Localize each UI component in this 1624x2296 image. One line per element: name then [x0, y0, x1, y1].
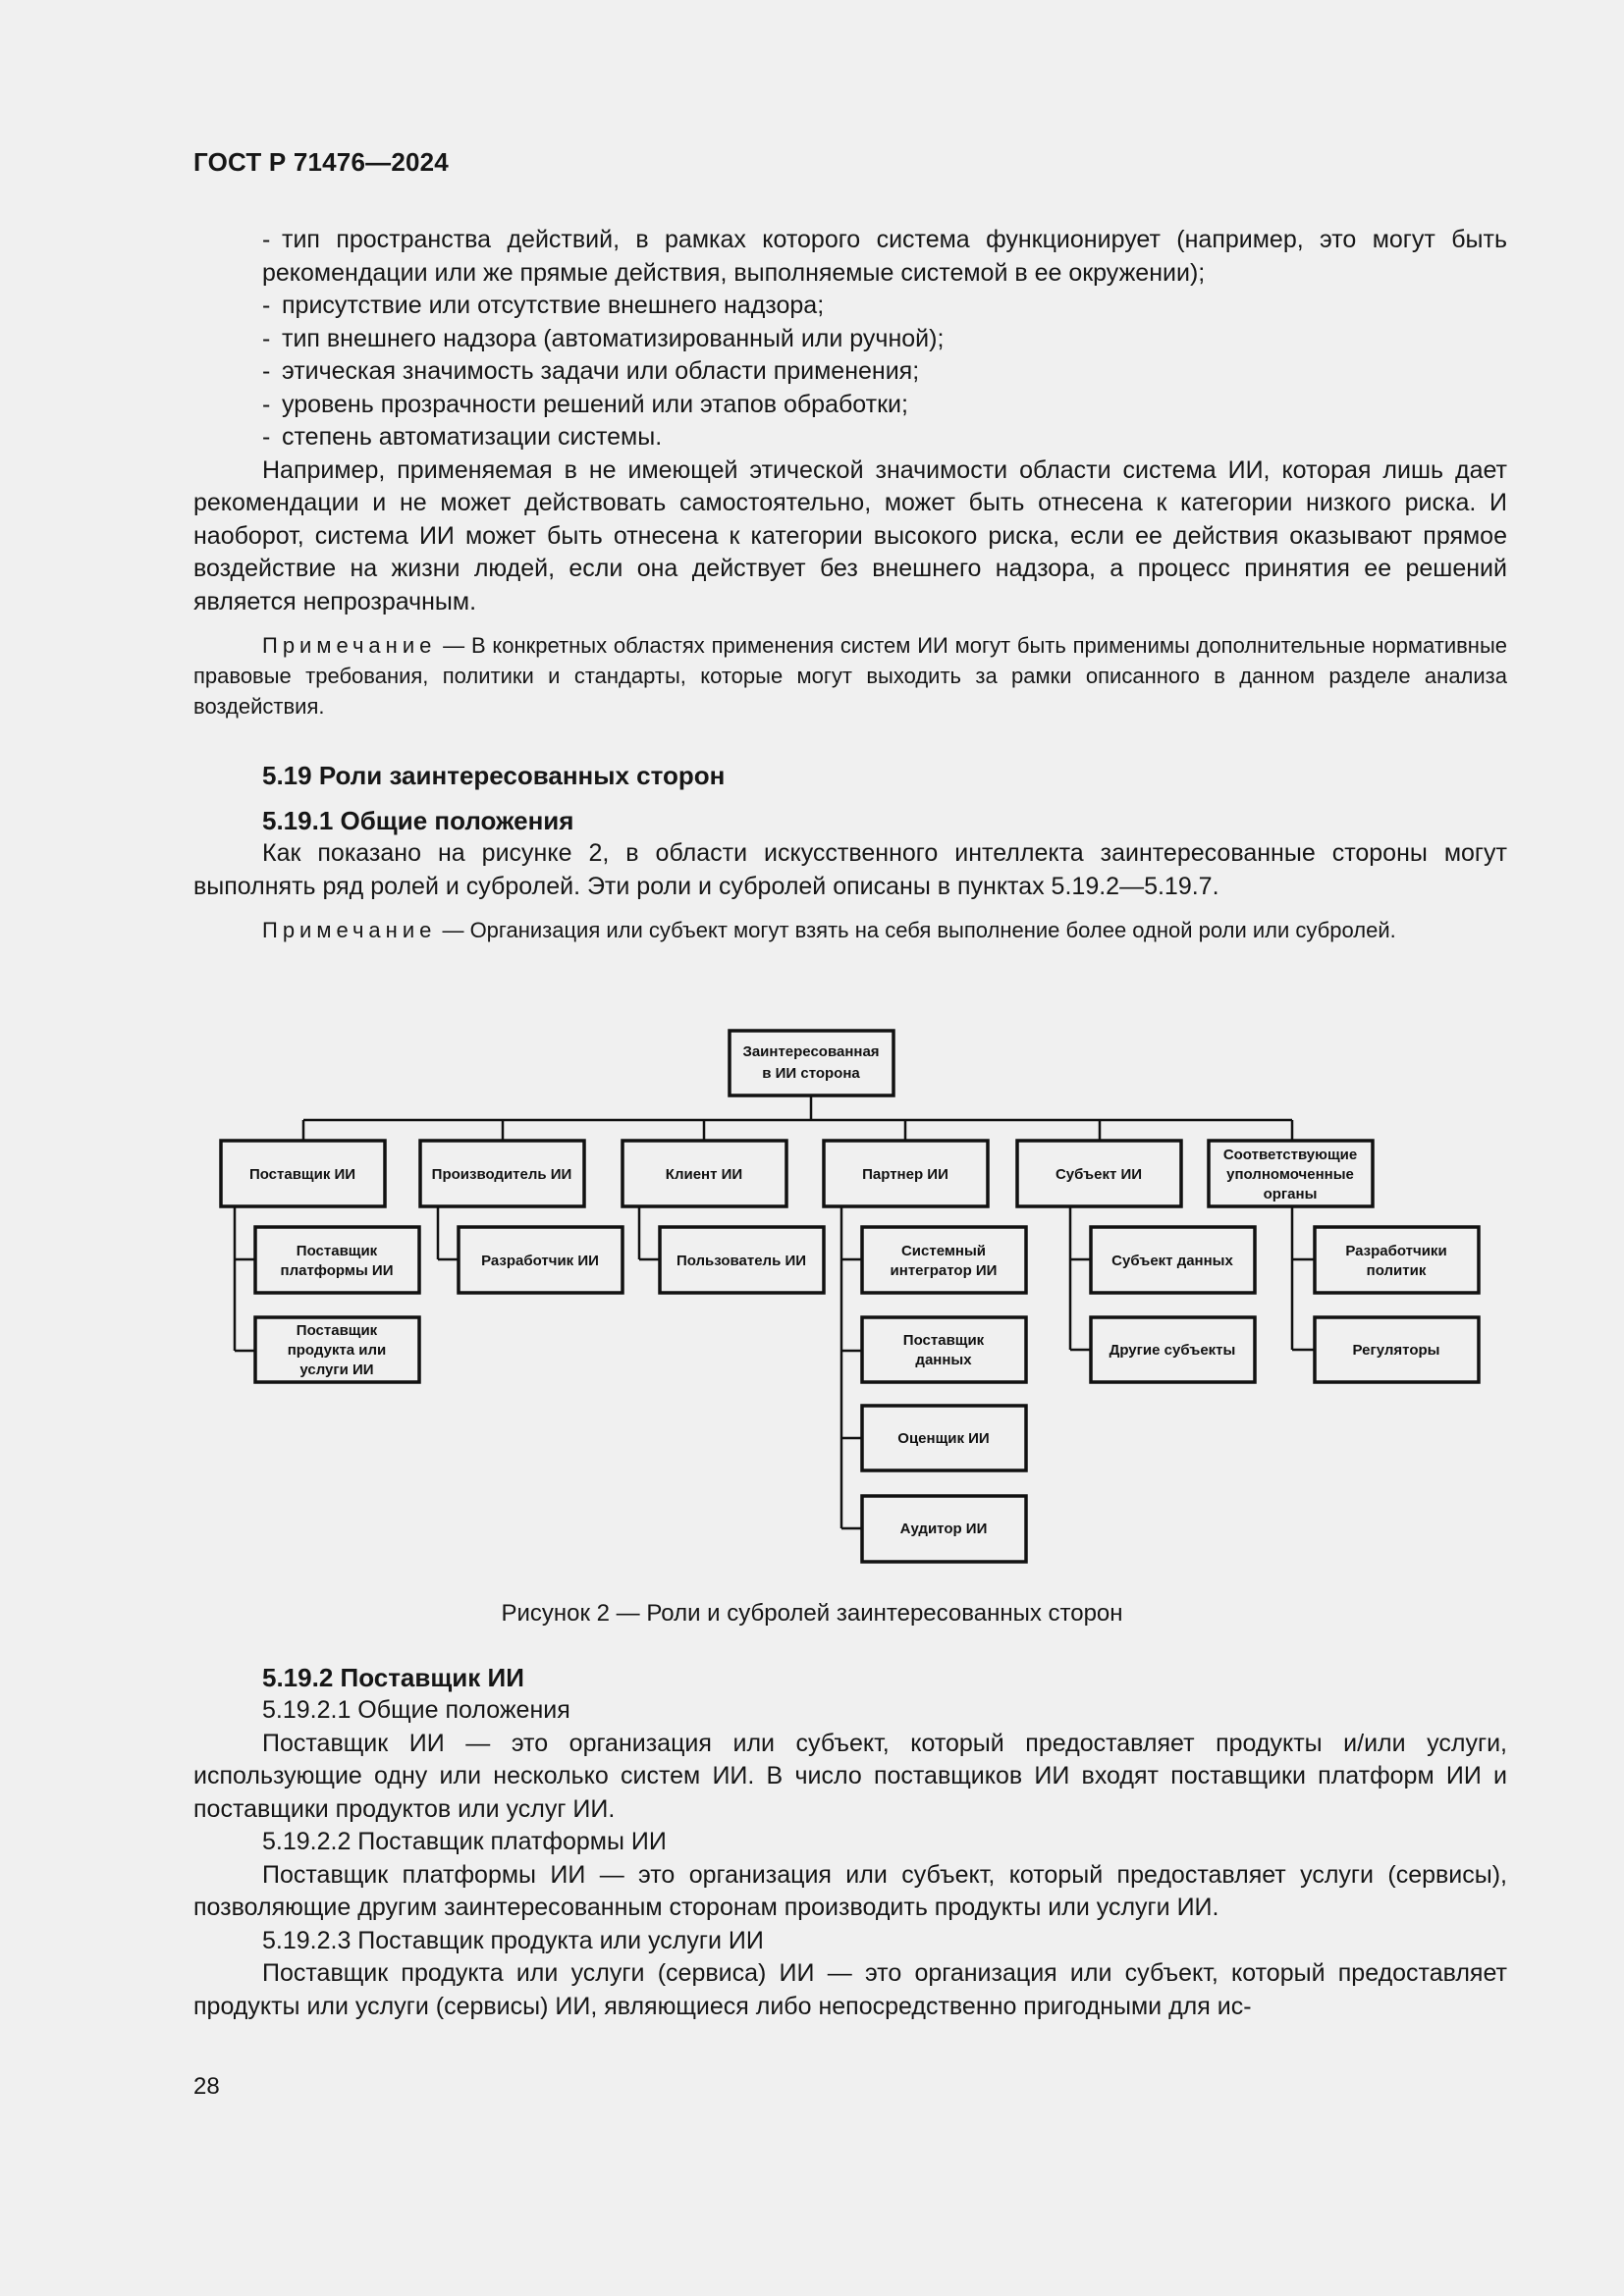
svg-text:Аудитор ИИ: Аудитор ИИ [899, 1521, 988, 1537]
sub-system-integrator [862, 1227, 1026, 1293]
note-label: Примечание [262, 633, 437, 658]
list-item: - уровень прозрачности решений или этапов обработки; [262, 390, 908, 418]
svg-text:уполномоченные: уполномоченные [1226, 1166, 1354, 1183]
sub-other-subjects [1091, 1317, 1255, 1382]
svg-text:Пользователь ИИ: Пользователь ИИ [676, 1253, 807, 1269]
sub-evaluator [862, 1406, 1026, 1470]
svg-text:услуги ИИ: услуги ИИ [299, 1362, 374, 1378]
svg-text:продукта или: продукта или [287, 1342, 387, 1359]
svg-text:Регуляторы: Регуляторы [1352, 1342, 1440, 1359]
svg-text:Поставщик: Поставщик [296, 1243, 378, 1259]
svg-text:Поставщик ИИ: Поставщик ИИ [248, 1166, 356, 1183]
list-item: - тип пространства действий, в рамках которого система функционирует (например, это могут быть рекомендации или же прямые действия, выполняемые системой в ее окружении); [262, 226, 1507, 287]
role-producer [420, 1141, 584, 1206]
section-heading-5-19-2: 5.19.2 Поставщик ИИ [262, 1663, 524, 1692]
role-supplier [221, 1141, 385, 1206]
svg-text:Другие субъекты: Другие субъекты [1109, 1342, 1236, 1359]
svg-text:политик: политик [1366, 1262, 1427, 1279]
sub-user [660, 1227, 824, 1293]
node-root [730, 1031, 893, 1095]
svg-text:Субъект данных: Субъект данных [1111, 1253, 1233, 1269]
svg-text:Партнер ИИ: Партнер ИИ [862, 1166, 948, 1183]
role-customer [623, 1141, 786, 1206]
subsection-5-19-2-3: 5.19.2.3 Поставщик продукта или услуги ИИ [262, 1926, 764, 1954]
svg-text:Соответствующие: Соответствующие [1222, 1147, 1358, 1163]
section-heading-5-19-1: 5.19.1 Общие положения [262, 806, 574, 835]
paragraph-5-19-2-2: Поставщик платформы ИИ — это организация или субъект, который предоставляет услуги (сервисы), позволяющие другим заинтересованным сторонам производить продукты или услуги ИИ. [193, 1860, 1507, 1921]
role-authorities [1209, 1141, 1373, 1206]
sub-product-supplier [255, 1317, 419, 1382]
svg-text:Разработчик ИИ: Разработчик ИИ [481, 1253, 599, 1269]
svg-text:Оценщик ИИ: Оценщик ИИ [897, 1430, 990, 1447]
subsection-5-19-2-1: 5.19.2.1 Общие положения [262, 1696, 570, 1724]
svg-text:Субъект ИИ: Субъект ИИ [1055, 1166, 1143, 1183]
svg-text:Поставщик: Поставщик [296, 1322, 378, 1339]
svg-text:интегратор ИИ: интегратор ИИ [890, 1262, 998, 1279]
list-item: - присутствие или отсутствие внешнего надзора; [262, 292, 825, 319]
list-item: - степень автоматизации системы. [262, 423, 663, 451]
figure-caption: Рисунок 2 — Роли и субролей заинтересованных сторон [501, 1600, 1123, 1627]
role-partner [824, 1141, 988, 1206]
sub-auditor [862, 1496, 1026, 1562]
svg-text:Системный: Системный [900, 1243, 987, 1259]
sub-developer [459, 1227, 623, 1293]
paragraph-5-19-2-3: Поставщик продукта или услуги (сервиса) ИИ — это организация или субъект, который предоставляет продукты или услуги (сервисы) ИИ, являющиеся либо непосредственно пригодными для ис- [193, 1959, 1507, 2020]
note-1: Примечание — В конкретных областях применения систем ИИ могут быть применимы дополнительные нормативные правовые требования, политики и стандарты, которые могут выходить за рамки описанного в данном разделе анализа воздействия. [193, 633, 1507, 719]
paragraph-example: Например, применяемая в не имеющей этической значимости области система ИИ, которая лишь дает рекомендации и не может действовать самостоятельно, может быть отнесена к категории низкого риска. И наоборот, система ИИ может быть отнесена к категории высокого риска, если ее действия оказывают прямое воздействие на жизни людей, если она действует без внешнего надзора, а процесс принятия ее решений является непрозрачным. [193, 455, 1507, 615]
sub-data-subject [1091, 1227, 1255, 1293]
sub-policy-makers [1315, 1227, 1479, 1293]
paragraph-5-19-1: Как показано на рисунке 2, в области искусственного интеллекта заинтересованные стороны могут выполнять ряд ролей и субролей. Эти роли и субролей описаны в пунктах 5.19.2—5.19.7. [193, 839, 1507, 900]
note-label: Примечание [262, 918, 437, 942]
svg-text:Поставщик: Поставщик [902, 1332, 985, 1349]
page-header: ГОСТ Р 71476—2024 [193, 147, 449, 177]
svg-text:платформы ИИ: платформы ИИ [280, 1262, 394, 1279]
list-item: - этическая значимость задачи или области применения; [262, 357, 920, 385]
svg-text:органы: органы [1263, 1186, 1318, 1202]
sub-platform-supplier [255, 1227, 419, 1293]
body-text-bottom [193, 1661, 1507, 2023]
svg-text:данных: данных [915, 1352, 972, 1368]
svg-text:Разработчики: Разработчики [1345, 1243, 1447, 1259]
page-number: 28 [193, 2073, 220, 2100]
sub-regulators [1315, 1317, 1479, 1382]
section-heading-5-19: 5.19 Роли заинтересованных сторон [262, 761, 726, 790]
root-line-1: Заинтересованная [742, 1043, 880, 1060]
paragraph-5-19-2-1: Поставщик ИИ — это организация или субъект, который предоставляет продукты и/или услуги, использующие одну или несколько систем ИИ. В число поставщиков ИИ входят поставщики платформ ИИ и поставщики продуктов или услуг ИИ. [193, 1729, 1507, 1823]
root-line-2: в ИИ сторона [762, 1065, 860, 1082]
list-item: - тип внешнего надзора (автоматизированный или ручной); [262, 324, 945, 352]
note-2: Примечание — Организация или субъект могут взять на себя выполнение более одной роли или субролей. [262, 918, 1396, 942]
svg-text:Производитель ИИ: Производитель ИИ [431, 1166, 572, 1183]
sub-data-supplier [862, 1317, 1026, 1382]
subsection-5-19-2-2: 5.19.2.2 Поставщик платформы ИИ [262, 1828, 667, 1855]
role-subject [1017, 1141, 1181, 1206]
svg-text:Клиент ИИ: Клиент ИИ [665, 1166, 743, 1183]
